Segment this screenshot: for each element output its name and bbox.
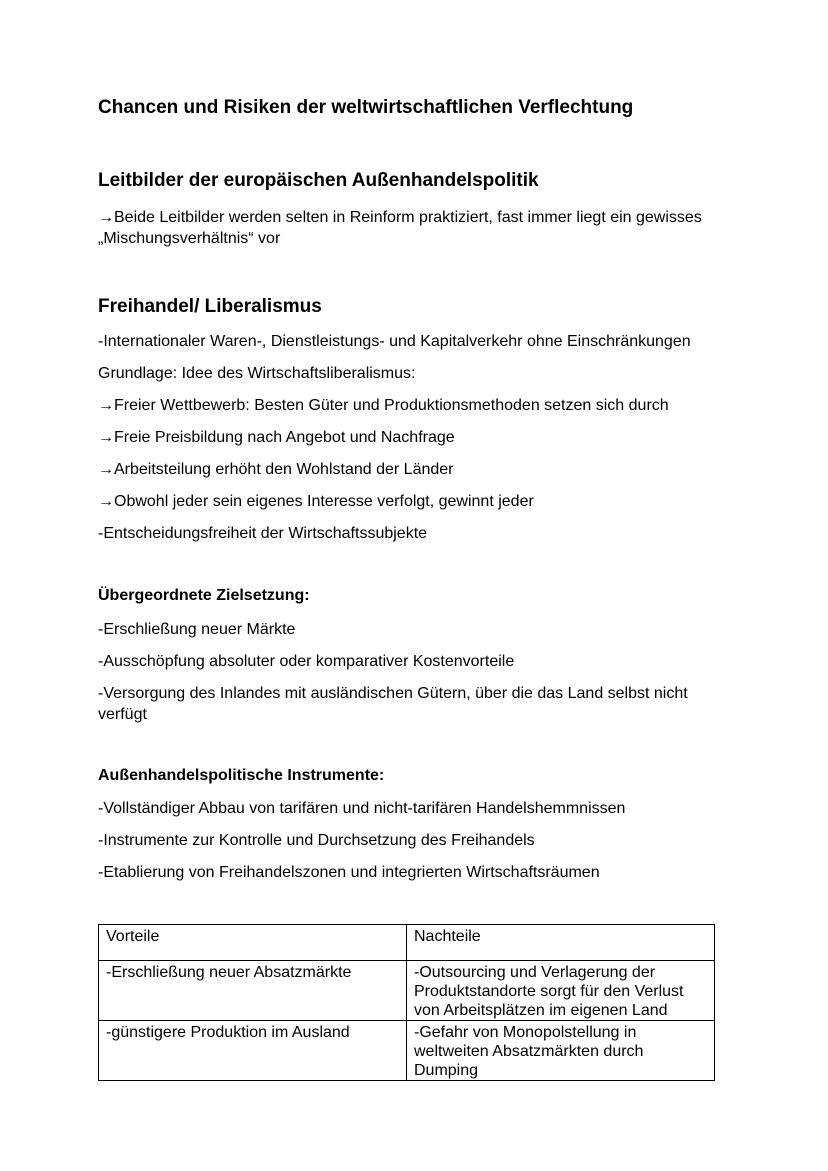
table-row <box>99 1021 715 1081</box>
goal-item: -Versorgung des Inlandes mit ausländischen Gütern, über die das Land selbst nicht verfügt <box>98 685 688 723</box>
pros-cons-table <box>98 924 715 1081</box>
header-nachteile: Nachteile <box>407 925 715 961</box>
instrument-item: -Instrumente zur Kontrolle und Durchsetzung des Freihandels <box>98 832 535 849</box>
freihandel-line: →Obwohl jeder sein eigenes Interesse verfolgt, gewinnt jeder <box>98 493 534 510</box>
freihandel-line: -Internationaler Waren-, Dienstleistungs- und Kapitalverkehr ohne Einschränkungen <box>98 333 691 350</box>
section-heading-freihandel: Freihandel/ Liberalismus <box>98 296 322 317</box>
subheading-instrumente: Außenhandelspolitische Instrumente: <box>98 767 385 784</box>
freihandel-line: →Freie Preisbildung nach Angebot und Nachfrage <box>98 429 455 446</box>
goal-item: -Ausschöpfung absoluter oder komparativer Kostenvorteile <box>98 653 515 670</box>
goal-item: -Erschließung neuer Märkte <box>98 621 296 638</box>
freihandel-line: →Arbeitsteilung erhöht den Wohlstand der Länder <box>98 461 454 478</box>
table-cell-vorteil: -Erschließung neuer Absatzmärkte <box>99 961 407 1021</box>
instrument-item: -Vollständiger Abbau von tarifären und nicht-tarifären Handelshemmnissen <box>98 800 626 817</box>
table-cell-nachteil: -Outsourcing und Verlagerung der Produktstandorte sorgt für den Verlust von Arbeitsplätzen im eigenen Land <box>407 961 715 1021</box>
freihandel-line: -Entscheidungsfreiheit der Wirtschaftssubjekte <box>98 525 428 542</box>
table-cell-nachteil: -Gefahr von Monopolstellung in weltweiten Absatzmärkten durch Dumping <box>407 1021 715 1081</box>
header-vorteile: Vorteile <box>99 925 407 961</box>
table-cell-vorteil: -günstigere Produktion im Ausland <box>99 1021 407 1081</box>
freihandel-line: Grundlage: Idee des Wirtschaftsliberalismus: <box>98 365 416 382</box>
section-heading-leitbilder: Leitbilder der europäischen Außenhandelspolitik <box>98 170 539 191</box>
subheading-zielsetzung: Übergeordnete Zielsetzung: <box>98 587 310 604</box>
page-title: Chancen und Risiken der weltwirtschaftlichen Verflechtung <box>98 97 634 118</box>
instrument-item: -Etablierung von Freihandelszonen und integrierten Wirtschaftsräumen <box>98 864 600 881</box>
freihandel-line: →Freier Wettbewerb: Besten Güter und Produktionsmethoden setzen sich durch <box>98 397 669 414</box>
table-header-row <box>99 925 715 961</box>
leitbilder-paragraph: →Beide Leitbilder werden selten in Reinform praktiziert, fast immer liegt ein gewisses „Mischungsverhältnis“ vor <box>98 209 702 247</box>
table-row <box>99 961 715 1021</box>
